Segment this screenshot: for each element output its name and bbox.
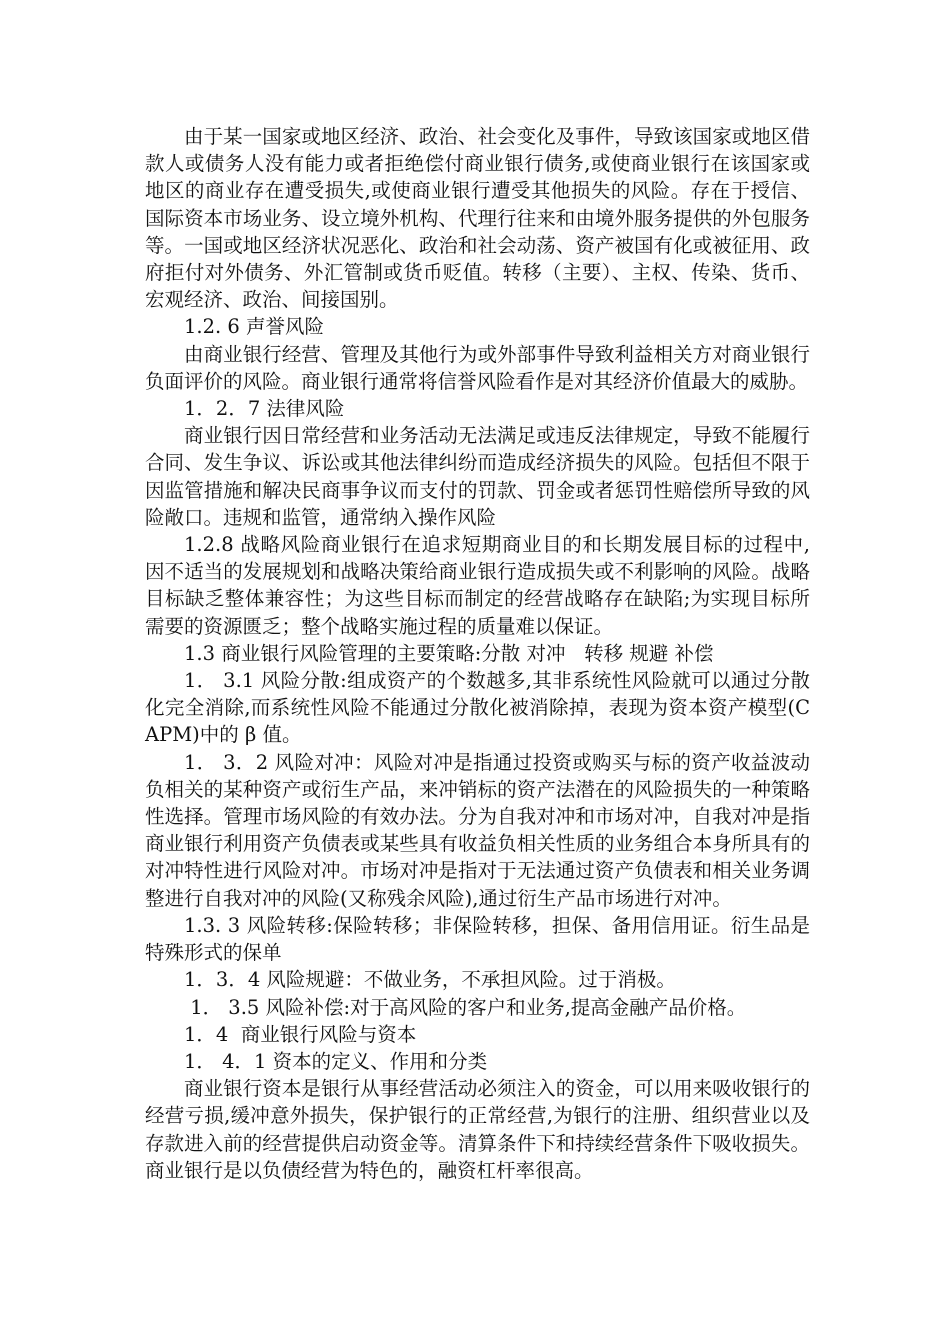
heading-reputation-risk: 1.2. 6 声誉风险	[184, 315, 325, 339]
paragraph-risk-transfer: 1.3. 3 风险转移:保险转移；非保险转移，担保、备用信用证。衍生品是特殊形式的保单	[145, 913, 810, 965]
paragraph-risk-compensation: 1． 3.5 风险补偿:对于高风险的客户和业务,提高金融产品价格。	[184, 995, 747, 1019]
paragraph-bank-capital: 商业银行资本是银行从事经营活动必须注入的资金，可以用来吸收银行的经营亏损,缓冲意外损失，保护银行的正常经营,为银行的注册、组织营业以及存款进入前的经营提供启动资金等。清算条件下和持续经营条件下吸收损失。商业银行是以负债经营为特色的，融资杠杆率很高。	[145, 1077, 810, 1182]
paragraph-risk-avoidance: 1．3．4 风险规避：不做业务，不承担风险。过于消极。	[184, 968, 676, 992]
heading-risk-strategies: 1.3 商业银行风险管理的主要策略:分散 对冲 转移 规避 补偿	[184, 641, 714, 665]
paragraph-risk-hedging: 1． 3．2 风险对冲：风险对冲是指通过投资或购买与标的资产收益波动负相关的某种资产或衍生产品，来冲销标的资产法潜在的风险损失的一种策略性选择。管理市场风险的有效办法。分为自我对冲和市场对冲，自我对冲是指商业银行利用资产负债表或某些具有收益负相关性质的业务组合本身所具有的对冲特性进行风险对冲。市场对冲是指对于无法通过资产负债表和相关业务调整进行自我对冲的风险(又称残余风险),通过衍生产品市场进行对冲。	[145, 750, 810, 910]
heading-legal-risk: 1．2．7 法律风险	[184, 397, 345, 421]
paragraph-risk-diversification: 1． 3.1 风险分散:组成资产的个数越多,其非系统性风险就可以通过分散化完全消除,而系统性风险不能通过分散化被消除掉，表现为资本资产模型(CAPM)中的 β 值。	[145, 669, 810, 747]
paragraph-reputation-risk: 由商业银行经营、管理及其他行为或外部事件导致利益相关方对商业银行负面评价的风险。商业银行通常将信誉风险看作是对其经济价值最大的威胁。	[145, 342, 810, 393]
heading-risk-and-capital: 1．4 商业银行风险与资本	[184, 1022, 417, 1046]
paragraph-country-risk: 由于某一国家或地区经济、政治、社会变化及事件，导致该国家或地区借款人或债务人没有能力或者拒绝偿付商业银行债务,或使商业银行在该国家或地区的商业存在遭受损失,或使商业银行遭受其他损失的风险。存在于授信、国际资本市场业务、设立境外机构、代理行往来和由境外服务提供的外包服务等。一国或地区经济状况恶化、政治和社会动荡、资产被国有化或被征用、政府拒付对外债务、外汇管制或货币贬值。转移（主要）、主权、传染、货币、宏观经济、政治、间接国别。	[145, 125, 810, 312]
document-body	[145, 123, 810, 1184]
heading-capital-definition: 1． 4．1 资本的定义、作用和分类	[184, 1049, 488, 1073]
paragraph-legal-risk: 商业银行因日常经营和业务活动无法满足或违反法律规定，导致不能履行合同、发生争议、诉讼或其他法律纠纷而造成经济损失的风险。包括但不限于因监管措施和解决民商事争议而支付的罚款、罚金或者惩罚性赔偿所导致的风险敞口。违规和监管，通常纳入操作风险	[145, 424, 810, 529]
paragraph-strategic-risk: 1.2.8 战略风险商业银行在追求短期商业目的和长期发展目标的过程中,因不适当的发展规划和战略决策给商业银行造成损失或不利影响的风险。战略目标缺乏整体兼容性；为这些目标而制定的经营战略存在缺陷;为实现目标所需要的资源匮乏；整个战略实施过程的质量难以保证。	[145, 533, 810, 638]
